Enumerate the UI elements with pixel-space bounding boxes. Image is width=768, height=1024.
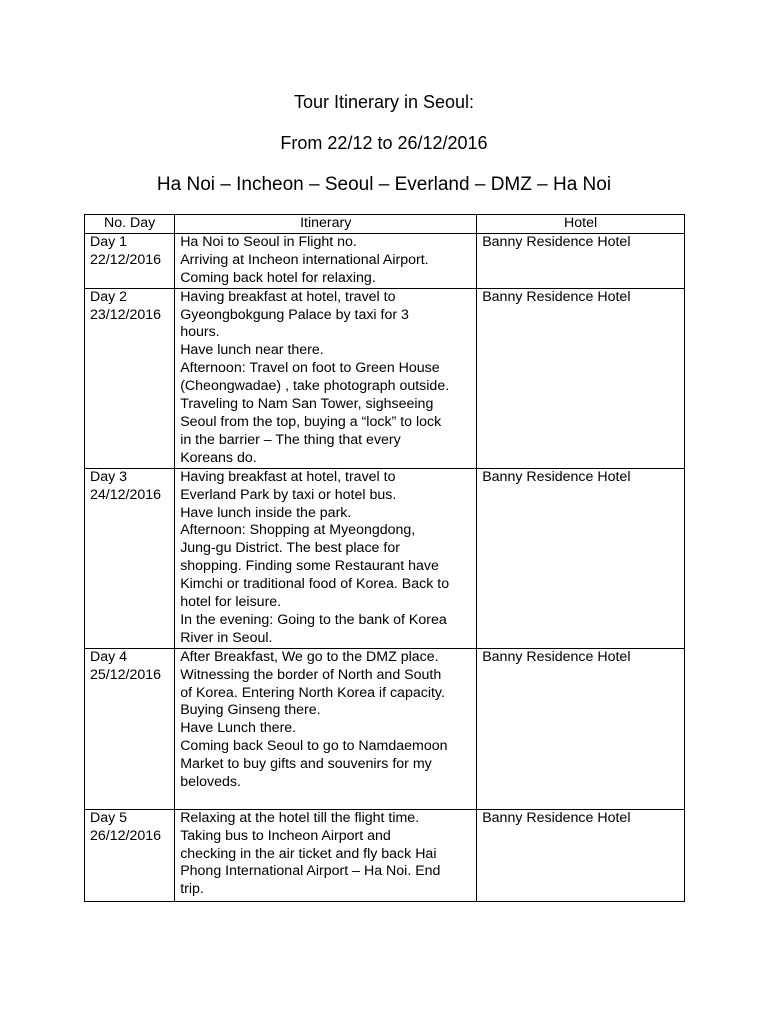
- table-row: [85, 468, 685, 648]
- itinerary-cell: [175, 288, 477, 468]
- itinerary-cell: [175, 809, 477, 901]
- itinerary-line: Arriving at Incheon international Airport.: [180, 251, 429, 268]
- itinerary-table: [84, 214, 685, 902]
- itinerary-line: Taking bus to Incheon Airport and: [180, 827, 391, 844]
- day-date: 22/12/2016: [90, 251, 162, 268]
- itinerary-line: Traveling to Nam San Tower, sighseeing: [180, 396, 434, 413]
- itinerary-line: Koreans do.: [180, 449, 257, 466]
- day-label: Day 1: [90, 233, 128, 250]
- table-row: [85, 233, 685, 288]
- itinerary-line: Afternoon: Shopping at Myeongdong,: [180, 522, 416, 539]
- date-range: From 22/12 to 26/12/2016: [280, 133, 488, 153]
- itinerary-line: of Korea. Entering North Korea if capacity.: [180, 684, 445, 701]
- itinerary-line: Phong International Airport – Ha Noi. End: [180, 863, 441, 880]
- table-row: [85, 648, 685, 809]
- hotel-cell: [477, 809, 685, 901]
- day-date: 25/12/2016: [90, 666, 162, 683]
- itinerary-line: beloveds.: [180, 774, 241, 791]
- hotel-cell: [477, 648, 685, 809]
- itinerary-line: Afternoon: Travel on foot to Green House: [180, 360, 440, 377]
- column-header-day: No. Day: [85, 215, 175, 234]
- itinerary-line: hotel for leisure.: [180, 594, 282, 611]
- itinerary-cell: [175, 468, 477, 648]
- itinerary-line: Buying Ginseng there.: [180, 702, 321, 719]
- hotel-cell: [477, 468, 685, 648]
- itinerary-line: Ha Noi to Seoul in Flight no.: [180, 233, 357, 250]
- day-label: Day 5: [90, 809, 128, 826]
- hotel-name: Banny Residence Hotel: [482, 809, 631, 826]
- itinerary-line: Kimchi or traditional food of Korea. Back to: [180, 576, 450, 593]
- itinerary-line: After Breakfast, We go to the DMZ place.: [180, 648, 439, 665]
- itinerary-line: Gyeongbokgung Palace by taxi for 3: [180, 306, 409, 323]
- day-label: Day 3: [90, 468, 128, 485]
- hotel-cell: [477, 288, 685, 468]
- itinerary-line: checking in the air ticket and fly back Hai: [180, 845, 437, 862]
- itinerary-cell: [175, 233, 477, 288]
- day-cell: [85, 648, 175, 809]
- itinerary-line: in the barrier – The thing that every: [180, 431, 401, 448]
- itinerary-line: Having breakfast at hotel, travel to: [180, 468, 396, 485]
- itinerary-line: Have lunch inside the park.: [180, 504, 352, 521]
- route-line: Ha Noi – Incheon – Seoul – Everland – DMZ – Ha Noi: [156, 174, 612, 195]
- table-header-row: [85, 215, 685, 234]
- hotel-name: Banny Residence Hotel: [482, 233, 631, 250]
- itinerary-line: Market to buy gifts and souvenirs for my: [180, 756, 432, 773]
- itinerary-line: Coming back Seoul to go to Namdaemoon: [180, 738, 448, 755]
- day-date: 24/12/2016: [90, 486, 162, 503]
- hotel-name: Banny Residence Hotel: [482, 468, 631, 485]
- itinerary-line: shopping. Finding some Restaurant have: [180, 558, 439, 575]
- itinerary-line: In the evening: Going to the bank of Korea: [180, 611, 447, 628]
- itinerary-line: Have lunch near there.: [180, 342, 324, 359]
- day-cell: [85, 233, 175, 288]
- itinerary-cell: [175, 648, 477, 809]
- day-date: 23/12/2016: [90, 306, 162, 323]
- itinerary-line: River in Seoul.: [180, 629, 273, 646]
- document-title: Tour Itinerary in Seoul:: [293, 92, 475, 112]
- itinerary-line: Having breakfast at hotel, travel to: [180, 288, 396, 305]
- itinerary-line: Coming back hotel for relaxing.: [180, 269, 376, 286]
- hotel-name: Banny Residence Hotel: [482, 648, 631, 665]
- itinerary-line: Everland Park by taxi or hotel bus.: [180, 486, 397, 503]
- itinerary-line: Jung-gu District. The best place for: [180, 540, 400, 557]
- itinerary-line: Relaxing at the hotel till the flight time.: [180, 809, 420, 826]
- day-cell: [85, 288, 175, 468]
- column-header-hotel: Hotel: [477, 215, 685, 234]
- table-row: [85, 288, 685, 468]
- itinerary-line: (Cheongwadae) , take photograph outside.: [180, 378, 450, 395]
- table-row: [85, 809, 685, 901]
- itinerary-line: Seoul from the top, buying a “lock” to lock: [180, 413, 442, 430]
- hotel-cell: [477, 233, 685, 288]
- day-cell: [85, 468, 175, 648]
- itinerary-line: Have Lunch there.: [180, 720, 297, 737]
- day-label: Day 2: [90, 288, 128, 305]
- day-cell: [85, 809, 175, 901]
- day-label: Day 4: [90, 648, 128, 665]
- hotel-name: Banny Residence Hotel: [482, 288, 631, 305]
- itinerary-line: Witnessing the border of North and South: [180, 666, 442, 683]
- itinerary-line: trip.: [180, 881, 204, 898]
- itinerary-line: hours.: [180, 324, 220, 341]
- column-header-itinerary: Itinerary: [175, 215, 477, 234]
- day-date: 26/12/2016: [90, 827, 162, 844]
